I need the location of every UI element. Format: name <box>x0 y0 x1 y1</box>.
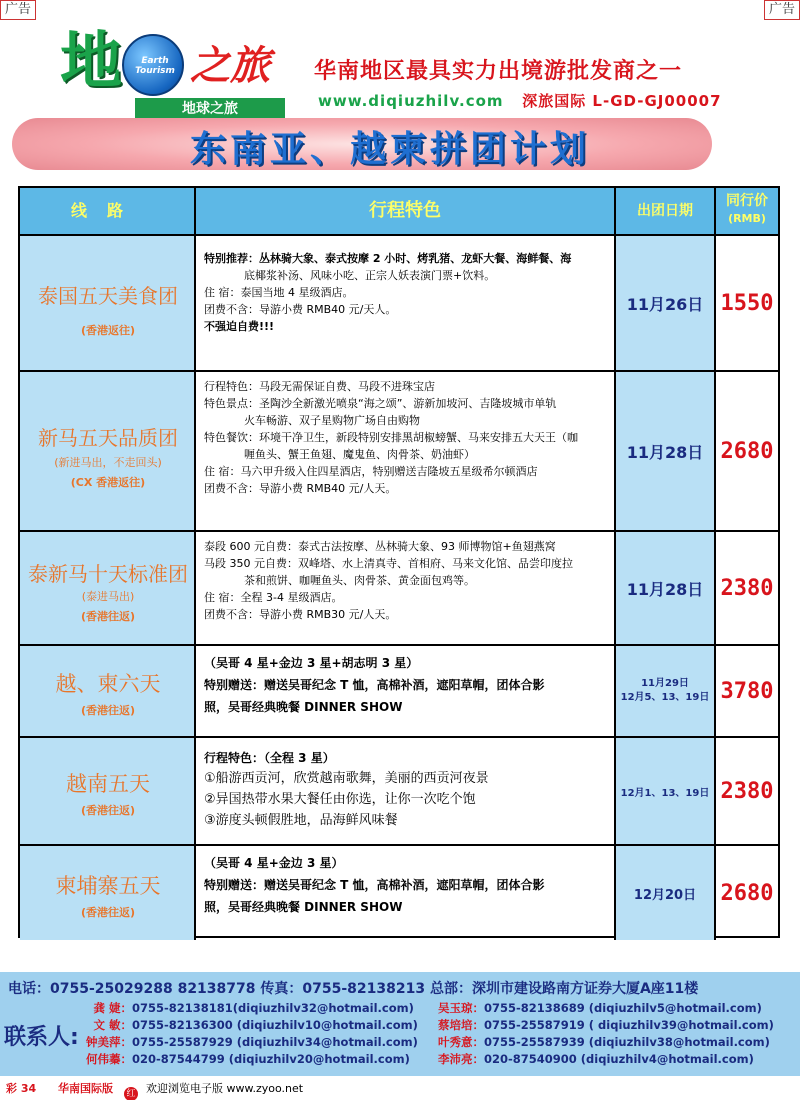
feature-line: 团费不含：导游小费 RMB40 元/天人。 <box>204 303 397 316</box>
feature-line: 喱鱼头、蟹王鱼翅、魔鬼鱼、肉骨茶、奶油虾） <box>244 448 475 461</box>
table-row <box>20 370 778 530</box>
route-sub: (新进马出，不走回头) <box>54 456 162 469</box>
globe-icon <box>122 34 184 96</box>
bottom-bar <box>0 1078 800 1100</box>
feature-line: 特色餐饮：环境干净卫生，新段特别安排黑胡椒螃蟹、马来安排五大天王（咖 <box>204 431 578 444</box>
feature-line: 特别赠送：赠送吴哥纪念 T 恤，高棉补酒，遮阳草帽，团体合影 <box>204 678 545 692</box>
feature-line: 底椰浆补汤、风味小吃、正宗人妖表演门票+饮料。 <box>244 269 496 282</box>
website-line[interactable] <box>318 90 722 111</box>
slogan: 华南地区最具实力出境游批发商之一 <box>314 59 683 84</box>
feature-cell <box>196 236 616 370</box>
route-departure: (香港往返) <box>80 610 136 623</box>
license-number: 深旅国际 L-GD-GJ00007 <box>522 92 722 110</box>
header-price-label: 同行价 <box>726 193 768 209</box>
header-price <box>716 188 778 234</box>
route-cell <box>20 846 196 940</box>
route-departure: (香港往返) <box>80 804 136 817</box>
header-price-unit: (RMB) <box>728 212 766 225</box>
phone-line: 电话：0755-25029288 82138778 传真：0755-82138213 总部：深圳市建设路南方证券大厦A座11楼 <box>8 981 699 997</box>
website-link[interactable]: www.diqiuzhilv.com <box>318 92 504 110</box>
route-sub: (泰进马出) <box>81 590 135 603</box>
route-cell <box>20 236 196 370</box>
contacts-right <box>432 1000 774 1068</box>
feature-line: 团费不含：导游小费 RMB30 元/人天。 <box>204 608 397 621</box>
edition-label: 华南国际版 <box>58 1082 113 1095</box>
route-departure: (香港往返) <box>80 906 136 919</box>
contact-item: 龚 婕：0755-82138181(diqiuzhilv32@hotmail.com) <box>93 1001 414 1015</box>
table-row <box>20 844 778 940</box>
price-cell: 2380 <box>720 575 774 601</box>
feature-line: 火车畅游、双子星购物广场自由购物 <box>244 414 420 427</box>
feature-line: （吴哥 4 星+金边 3 星+胡志明 3 星） <box>204 656 419 670</box>
price-cell: 3780 <box>720 678 774 704</box>
logo-zhilv: 之旅 <box>190 42 270 89</box>
date-cell: 11月26日 <box>616 236 716 370</box>
route-cell <box>20 372 196 530</box>
logo-char: 地 <box>60 24 123 97</box>
contact-item: 叶秀意：0755-25587939 (diqiuzhilv38@hotmail.com) <box>438 1035 770 1049</box>
route-name: 越南五天 <box>66 772 150 796</box>
feature-line: 住 宿：全程 3-4 星级酒店。 <box>204 591 343 604</box>
feature-cell <box>196 646 616 736</box>
feature-cell <box>196 738 616 844</box>
route-cell <box>20 738 196 844</box>
header-route: 线路 <box>20 188 196 234</box>
table-row <box>20 736 778 844</box>
feature-line: 特别推荐：丛林骑大象、泰式按摩 2 小时、烤乳猪、龙虾大餐、海鲜餐、海 <box>204 252 572 265</box>
logo-subtitle: 地球之旅 <box>135 98 285 120</box>
contact-item: 何伟蓁：020-87544799 (diqiuzhilv20@hotmail.com) <box>86 1052 410 1066</box>
feature-line: 照，吴哥经典晚餐 DINNER SHOW <box>204 900 403 914</box>
edition-badge-icon: 红 <box>124 1082 138 1100</box>
feature-line: 住 宿：马六甲升级入住四星酒店，特别赠送吉隆坡五星级希尔顿酒店 <box>204 465 538 478</box>
route-departure: (CX 香港返往) <box>70 476 146 489</box>
contact-item: 李沛亮：020-87540900 (diqiuzhilv4@hotmail.com) <box>438 1052 754 1066</box>
table-row <box>20 530 778 644</box>
feature-line: 行程特色：（全程 3 星） <box>204 751 335 765</box>
contacts-label: 联系人: <box>4 1025 79 1050</box>
price-cell: 2680 <box>720 438 774 464</box>
feature-line: ②异国热带水果大餐任由你选，让你一次吃个饱 <box>204 792 476 807</box>
route-cell <box>20 646 196 736</box>
date-cell: 11月28日 <box>616 372 716 530</box>
route-name: 泰新马十天标准团 <box>28 562 188 586</box>
route-cell <box>20 532 196 644</box>
route-name: 越、柬六天 <box>55 672 161 696</box>
table-row <box>20 644 778 736</box>
route-name: 泰国五天美食团 <box>38 284 178 308</box>
feature-cell <box>196 372 616 530</box>
date-cell: 11月29日 12月5、13、19日 <box>616 646 716 736</box>
feature-line: 行程特色：马段无需保证自费、马段不进珠宝店 <box>204 380 435 393</box>
page-number: 彩 34 <box>6 1082 37 1095</box>
contact-item: 蔡培培：0755-25587919 ( diqiuzhilv39@hotmail.com) <box>438 1018 774 1032</box>
ad-tag-right: 广告 <box>764 0 800 20</box>
feature-line: 住 宿：泰国当地 4 星级酒店。 <box>204 286 354 299</box>
feature-line: ③游度头顿假胜地，品海鲜风味餐 <box>204 813 398 828</box>
route-name: 新马五天品质团 <box>38 426 178 450</box>
route-name: 柬埔寨五天 <box>55 874 161 898</box>
contact-item: 吴玉琼：0755-82138689 (diqiuzhilv5@hotmail.com) <box>438 1001 762 1015</box>
feature-line: 特别赠送：赠送吴哥纪念 T 恤，高棉补酒，遮阳草帽，团体合影 <box>204 878 545 892</box>
feature-line: 照，吴哥经典晚餐 DINNER SHOW <box>204 700 403 714</box>
ad-tag-left: 广告 <box>0 0 36 20</box>
price-cell: 2380 <box>720 778 774 804</box>
contacts-left <box>80 1000 418 1068</box>
table-header <box>20 188 778 234</box>
route-departure: (香港返往) <box>80 324 136 337</box>
date-cell: 12月20日 <box>616 846 716 940</box>
route-departure: (香港往返) <box>80 704 136 717</box>
table-row <box>20 234 778 370</box>
header <box>0 20 800 117</box>
globe-text: Earth Tourism <box>135 56 175 76</box>
date-cell: 12月1、13、19日 <box>616 738 716 844</box>
feature-cell <box>196 846 616 940</box>
header-date: 出团日期 <box>616 188 716 234</box>
contact-item: 钟美萍：0755-25587929 (diqiuzhilv34@hotmail.com) <box>86 1035 418 1049</box>
feature-line: 泰段 600 元自费：泰式古法按摩、丛林骑大象、93 师博物馆+鱼翅燕窝 <box>204 540 556 553</box>
feature-cell <box>196 532 616 644</box>
header-feature: 行程特色 <box>196 188 616 234</box>
feature-line: 马段 350 元自费：双峰塔、水上清真寺、首相府、马来文化馆、品尝印度拉 <box>204 557 573 570</box>
feature-line: 茶和煎饼、咖喱鱼头、肉骨茶、黄金面包鸡等。 <box>244 574 475 587</box>
tour-table <box>18 186 780 938</box>
feature-line: 团费不含：导游小费 RMB40 元/人天。 <box>204 482 397 495</box>
price-cell: 2680 <box>720 880 774 906</box>
price-cell: 1550 <box>720 290 774 316</box>
contact-item: 文 敏：0755-82136300 (diqiuzhilv10@hotmail.com) <box>93 1018 418 1032</box>
banner-title: 东南亚、越柬拼团计划 <box>190 129 591 170</box>
site-link[interactable]: 欢迎浏览电子版 www.zyoo.net <box>146 1082 304 1095</box>
feature-line: 特色景点：圣陶沙全新激光喷泉“海之颂”、游新加坡河、吉隆坡城市单轨 <box>204 397 557 410</box>
date-cell: 11月28日 <box>616 532 716 644</box>
feature-line: 不强迫自费!!! <box>204 320 275 333</box>
feature-line: ①船游西贡河，欣赏越南歌舞，美丽的西贡河夜景 <box>204 771 489 786</box>
feature-line: （吴哥 4 星+金边 3 星） <box>204 856 344 870</box>
